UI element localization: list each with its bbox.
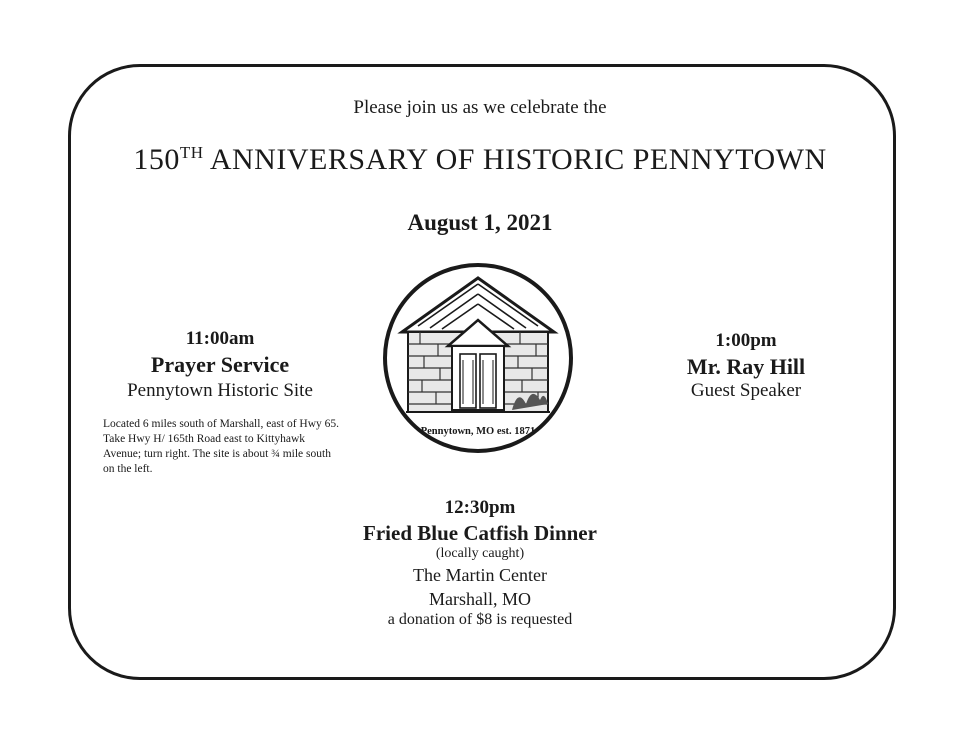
- dinner-donation: a donation of $8 is requested: [387, 611, 573, 628]
- event-headline: [0, 143, 960, 177]
- prayer-title: Prayer Service: [150, 352, 290, 377]
- headline-ordinal: TH: [179, 143, 204, 162]
- directions-text: Located 6 miles south of Marshall, east of Hwy 65. Take Hwy H/ 165th Road east to Kittyhawk Avenue; turn right. The site is about ¾ mile south on the left.: [103, 418, 340, 475]
- prayer-location: Pennytown Historic Site: [127, 380, 313, 401]
- dinner-city: Marshall, MO: [429, 589, 531, 609]
- dinner-venue: The Martin Center: [413, 565, 547, 585]
- prayer-time: 11:00am: [185, 328, 255, 349]
- dinner-time: 12:30pm: [444, 497, 516, 518]
- seal-caption: Pennytown, MO est. 1871: [420, 426, 536, 437]
- speaker-role: Guest Speaker: [690, 380, 802, 401]
- speaker-time: 1:00pm: [715, 330, 777, 351]
- pennytown-seal: [380, 260, 576, 456]
- intro-text: Please join us as we celebrate the: [353, 97, 607, 118]
- dinner-note: (locally caught): [435, 546, 525, 561]
- dinner-title: Fried Blue Catfish Dinner: [363, 521, 597, 545]
- event-date: August 1, 2021: [407, 210, 553, 235]
- speaker-name: Mr. Ray Hill: [686, 354, 806, 379]
- headline-number: 150: [133, 143, 180, 176]
- headline-text: ANNIVERSARY OF HISTORIC PENNYTOWN: [203, 143, 827, 176]
